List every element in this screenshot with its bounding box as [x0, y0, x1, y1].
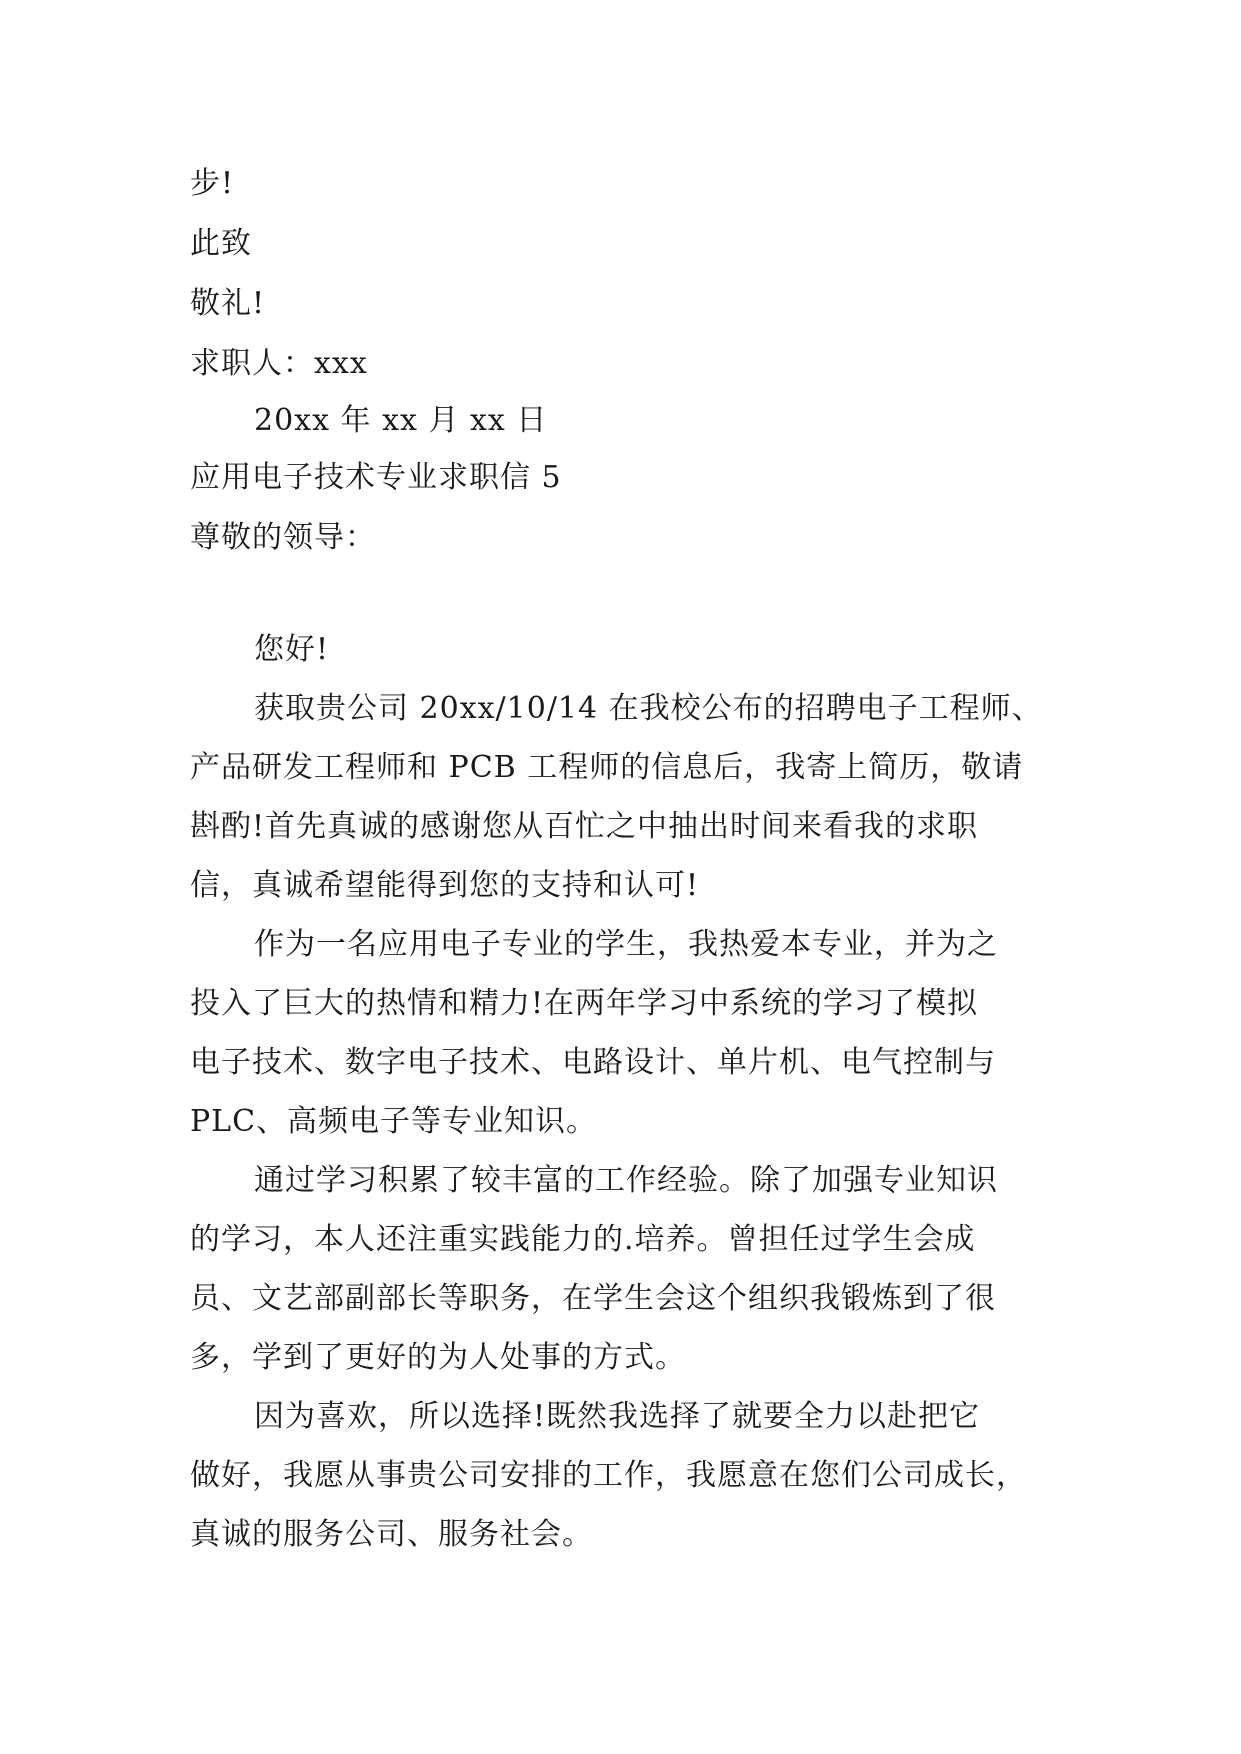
- date: 20xx 年 xx 月 xx 日: [254, 403, 548, 438]
- paragraph-line: 投入了巨大的热情和精力!在两年学习中系统的学习了模拟: [190, 986, 979, 1021]
- paragraph-line: PLC、高频电子等专业知识。: [190, 1104, 598, 1139]
- closing-text: 敬礼!: [190, 286, 266, 321]
- signer: 求职人：xxx: [190, 346, 368, 381]
- closing-text: 步!: [190, 166, 235, 201]
- paragraph-line: 信，真诚希望能得到您的支持和认可!: [190, 868, 700, 903]
- paragraph-line: 产品研发工程师和 PCB 工程师的信息后，我寄上简历，敬请: [190, 750, 1024, 785]
- paragraph-line: 获取贵公司 20xx/10/14 在我校公布的招聘电子工程师、: [254, 691, 1043, 726]
- paragraph-line: 因为喜欢，所以选择!既然我选择了就要全力以赴把它: [254, 1399, 981, 1434]
- salutation: 尊敬的领导：: [190, 520, 376, 555]
- closing-text: 此致: [190, 226, 252, 261]
- greeting: 您好!: [254, 632, 330, 667]
- paragraph-line: 作为一名应用电子专业的学生，我热爱本专业，并为之: [254, 927, 998, 962]
- paragraph-line: 员、文艺部副部长等职务，在学生会这个组织我锻炼到了很: [190, 1281, 996, 1316]
- paragraph-line: 真诚的服务公司、服务社会。: [190, 1517, 593, 1552]
- paragraph-line: 的学习，本人还注重实践能力的.培养。曾担任过学生会成: [190, 1222, 976, 1257]
- section-title: 应用电子技术专业求职信 5: [190, 460, 562, 495]
- paragraph-line: 斟酌!首先真诚的感谢您从百忙之中抽出时间来看我的求职: [190, 809, 979, 844]
- paragraph-line: 电子技术、数字电子技术、电路设计、单片机、电气控制与: [190, 1045, 996, 1080]
- paragraph-line: 通过学习积累了较丰富的工作经验。除了加强专业知识: [254, 1163, 998, 1198]
- paragraph-line: 做好，我愿从事贵公司安排的工作，我愿意在您们公司成长，: [190, 1458, 1027, 1493]
- paragraph-line: 多，学到了更好的为人处事的方式。: [190, 1340, 686, 1375]
